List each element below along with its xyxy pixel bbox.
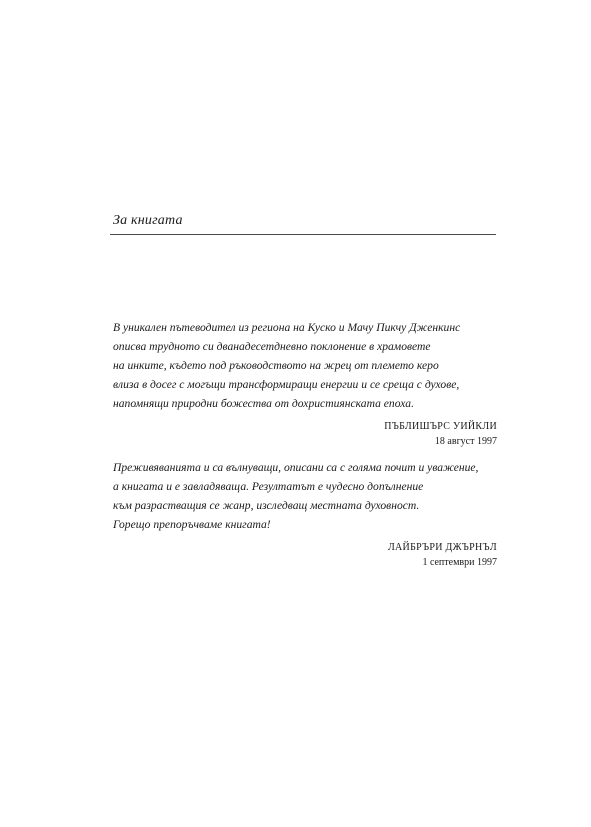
review-line: към разрастващия се жанр, изследващ местната духовност.: [113, 499, 420, 512]
review-publishers-weekly: [113, 318, 497, 449]
review-line: а книгата и е завладяваща. Резултатът е чудесно допълнение: [113, 480, 424, 493]
review-date: 1 септември 1997: [422, 557, 497, 568]
review-line: Преживяванията и са вълнуващи, описани са с голяма почит и уважение,: [113, 461, 479, 474]
section-heading: За книгата: [113, 213, 183, 228]
review-source: ПЪБЛИШЪРС УИЙКЛИ: [384, 421, 497, 432]
review-line: В уникален пътеводител из региона на Куско и Мачу Пикчу Дженкинс: [113, 321, 461, 334]
review-line: описва трудното си дванадесетдневно поклонение в храмовете: [113, 340, 431, 353]
review-source: ЛАЙБРЪРИ ДЖЪРНЪЛ: [387, 542, 497, 553]
review-quote: [113, 458, 497, 534]
review-quote: [113, 318, 497, 413]
heading-divider: [110, 234, 496, 235]
review-line: влиза в досег с могъщи трансформиращи енергии и се среща с духове,: [113, 378, 460, 391]
review-library-journal: [113, 458, 497, 570]
review-date: 18 август 1997: [434, 436, 497, 447]
review-line: напомнящи природни божества от дохристиянската епоха.: [113, 397, 414, 410]
review-line: Горещо препоръчваме книгата!: [113, 518, 271, 531]
review-attribution: [113, 419, 497, 449]
review-line: на инките, където под ръководството на жрец от племето керо: [113, 359, 439, 372]
review-attribution: [113, 540, 497, 570]
